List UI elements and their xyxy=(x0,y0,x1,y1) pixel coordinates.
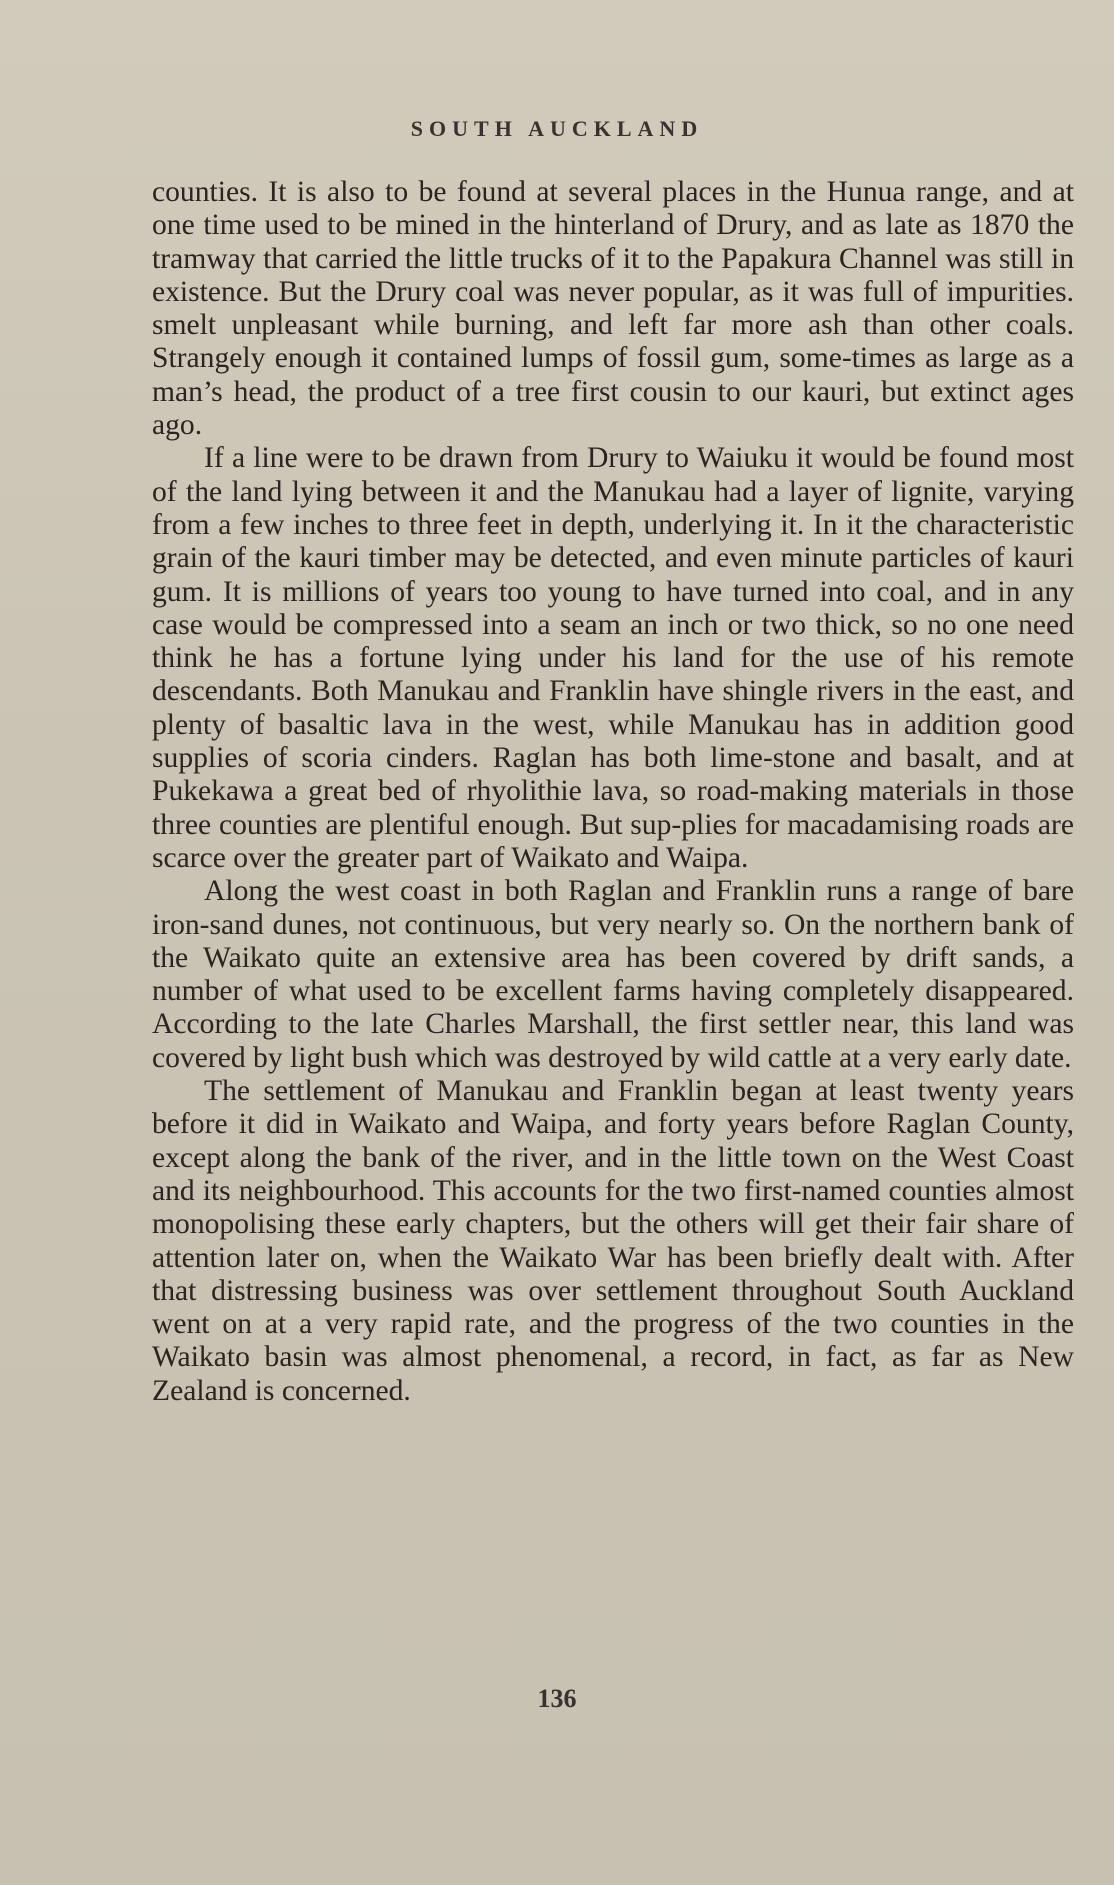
running-head: SOUTH AUCKLAND xyxy=(410,116,704,141)
paragraph-settlement: The settlement of Manukau and Franklin began at least twenty years before it did in Waikato and Waipa, and forty years before Raglan County, except along the bank of the river, and in the little town on the West Coast and its neighbourhood. This accounts for the two first-named counties almost monopolising these early chapters, but the others will get their fair share of attention later on, when the Waikato War has been briefly dealt with. After that distressing business was over settlement throughout South Auckland went on at a very rapid rate, and the progress of the two counties in the Waikato basin was almost phenomenal, a record, in fact, as far as New Zealand is concerned. xyxy=(152,1075,1074,1407)
paragraph-lignite: If a line were to be drawn from Drury to Waiuku it would be found most of the land lying between it and the Manukau had a layer of lignite, varying from a few inches to three feet in depth, underlying it. In it the characteristic grain of the kauri timber may be detected, and even minute particles of kauri gum. It is millions of years too young to have turned into coal, and in any case would be compressed into a seam an inch or two thick, so no one need think he has a fortune lying under his land for the use of his remote descendants. Both Manukau and Franklin have shingle rivers in the east, and plenty of basaltic lava in the west, while Manukau has in addition good supplies of scoria cinders. Raglan has both lime-stone and basalt, and at Pukekawa a great bed of rhyolithie lava, so road-making materials in those three counties are plentiful enough. But sup-plies for macadamising roads are scarce over the greater part of Waikato and Waipa. xyxy=(152,442,1074,874)
page-number: 136 xyxy=(537,1684,577,1713)
paragraph-continued: counties. It is also to be found at several places in the Hunua range, and at one time used to be mined in the hinterland of Drury, and as late as 1870 the tramway that carried the little trucks of it to the Papakura Channel was still in existence. But the Drury coal was never popular, as it was full of impurities. smelt unpleasant while burning, and left far more ash than other coals. Strangely enough it contained lumps of fossil gum, some-times as large as a man’s head, the product of a tree first cousin to our kauri, but extinct ages ago. xyxy=(152,176,1074,442)
paragraph-west-coast: Along the west coast in both Raglan and Franklin runs a range of bare iron-sand dunes, not continuous, but very nearly so. On the northern bank of the Waikato quite an extensive area has been covered by drift sands, a number of what used to be excellent farms having completely disappeared. According to the late Charles Marshall, the first settler near, this land was covered by light bush which was destroyed by wild cattle at a very early date. xyxy=(152,875,1074,1074)
body-text xyxy=(152,176,1074,1408)
